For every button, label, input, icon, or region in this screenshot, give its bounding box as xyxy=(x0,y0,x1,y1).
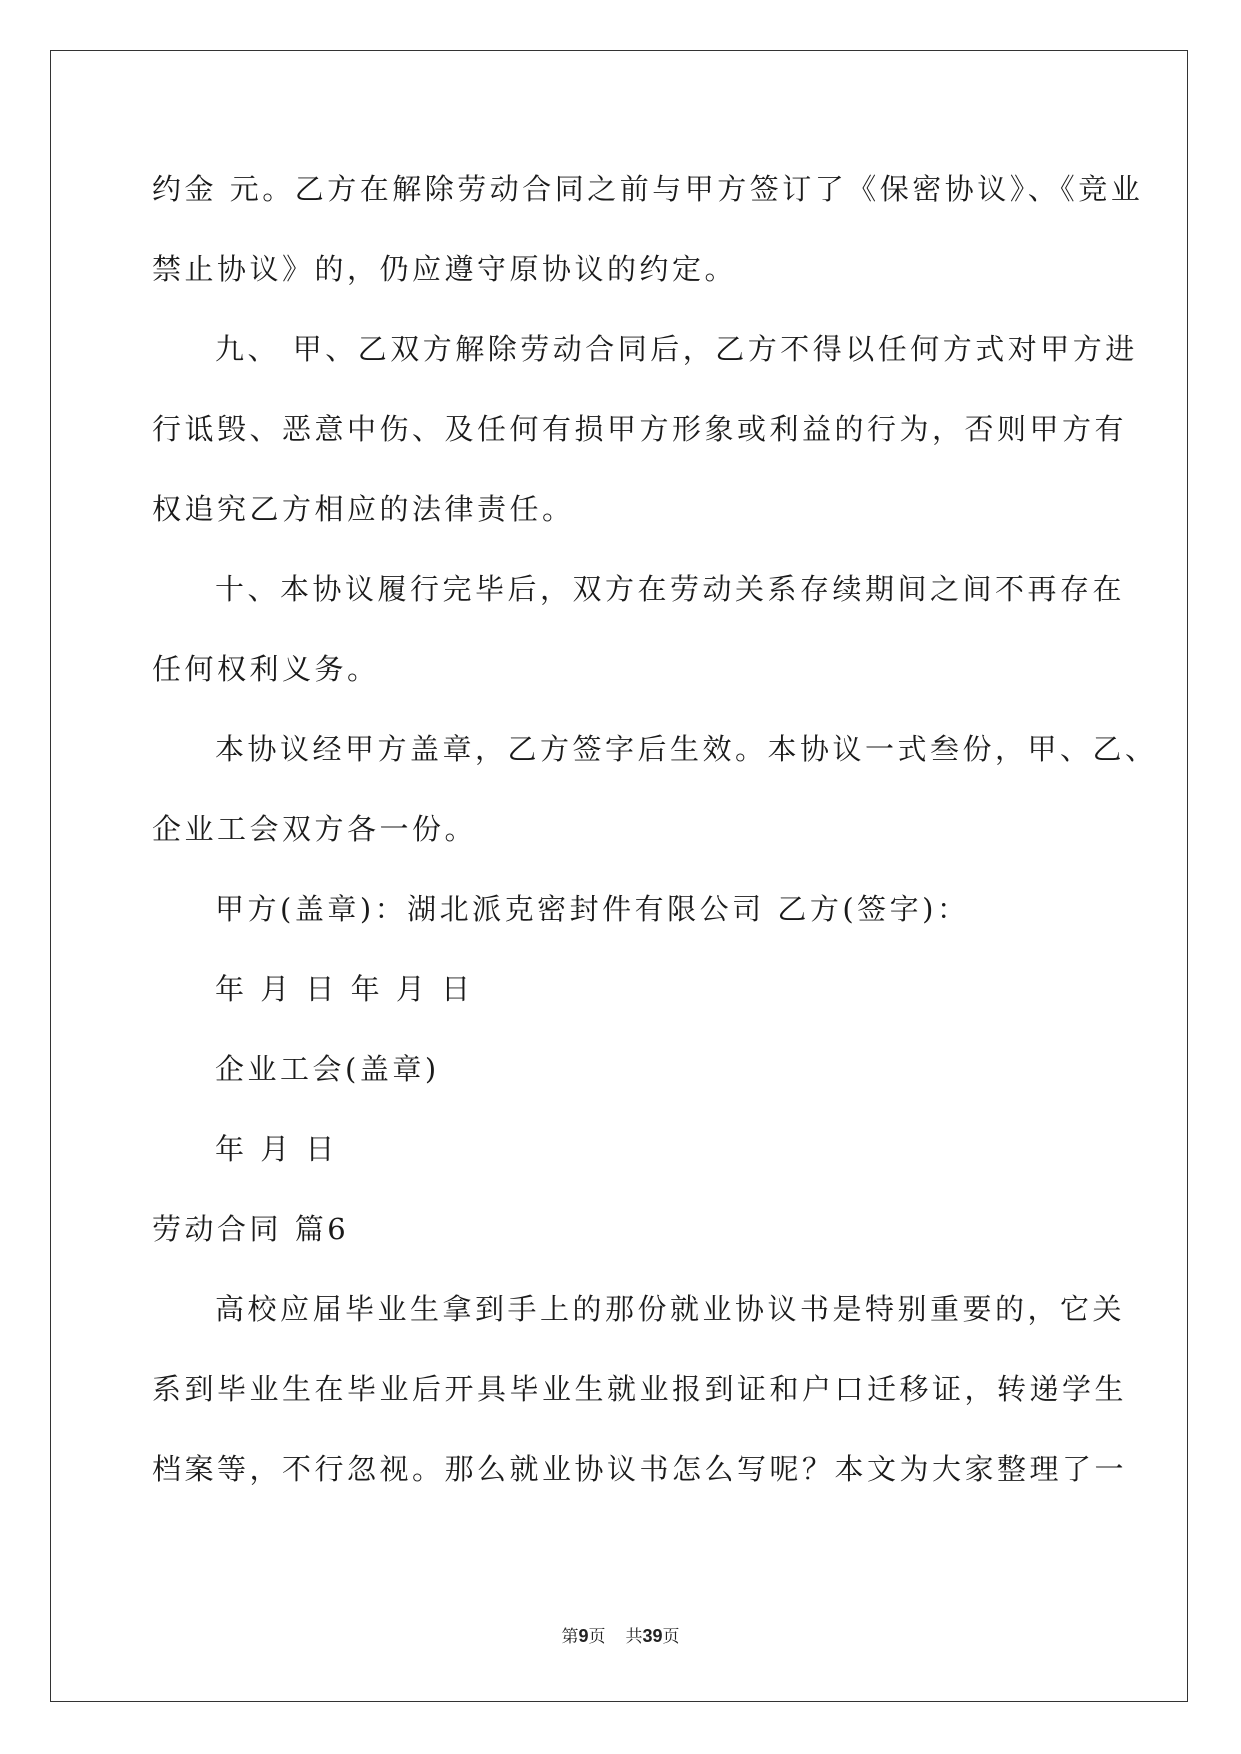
footer-total-suffix: 页 xyxy=(662,1627,680,1647)
text-line: 十、本协议履行完毕后，双方在劳动关系存续期间之间不再存在 xyxy=(215,572,1126,606)
text-line: 九、 甲、乙双方解除劳动合同后，乙方不得以任何方式对甲方进 xyxy=(215,332,1138,366)
section-heading: 劳动合同 篇6 xyxy=(152,1212,350,1246)
footer-page-suffix: 页 xyxy=(588,1627,606,1647)
text-line: 任何权利义务。 xyxy=(152,652,380,686)
text-line: 系到毕业生在毕业后开具毕业生就业报到证和户口迁移证，转递学生 xyxy=(152,1372,1128,1406)
text-line: 行诋毁、恶意中伤、及任何有损甲方形象或利益的行为，否则甲方有 xyxy=(152,412,1128,446)
date-line: 年 月 日 年 月 日 xyxy=(215,972,474,1006)
text-line: 企业工会双方各一份。 xyxy=(152,812,478,846)
text-line: 禁止协议》的，仍应遵守原协议的约定。 xyxy=(152,252,738,286)
signature-line: 甲方(盖章)：湖北派克密封件有限公司 乙方(签字)： xyxy=(215,892,970,926)
total-page-count: 39 xyxy=(642,1626,663,1646)
footer-prefix: 第 xyxy=(561,1627,579,1647)
footer-total-prefix: 共 xyxy=(625,1627,643,1647)
text-line: 约金 元。乙方在解除劳动合同之前与甲方签订了《保密协议》、《竞业 xyxy=(152,172,1144,206)
text-line: 档案等，不行忽视。那么就业协议书怎么写呢？本文为大家整理了一 xyxy=(152,1452,1128,1486)
text-line: 高校应届毕业生拿到手上的那份就业协议书是特别重要的，它关 xyxy=(215,1292,1126,1326)
date-line: 年 月 日 xyxy=(215,1132,338,1166)
union-seal-line: 企业工会(盖章) xyxy=(215,1052,440,1086)
page-footer xyxy=(0,1622,1241,1647)
text-line: 权追究乙方相应的法律责任。 xyxy=(152,492,575,526)
current-page-number: 9 xyxy=(578,1626,589,1646)
text-line: 本协议经甲方盖章，乙方签字后生效。本协议一式叁份，甲、乙、 xyxy=(215,732,1158,766)
